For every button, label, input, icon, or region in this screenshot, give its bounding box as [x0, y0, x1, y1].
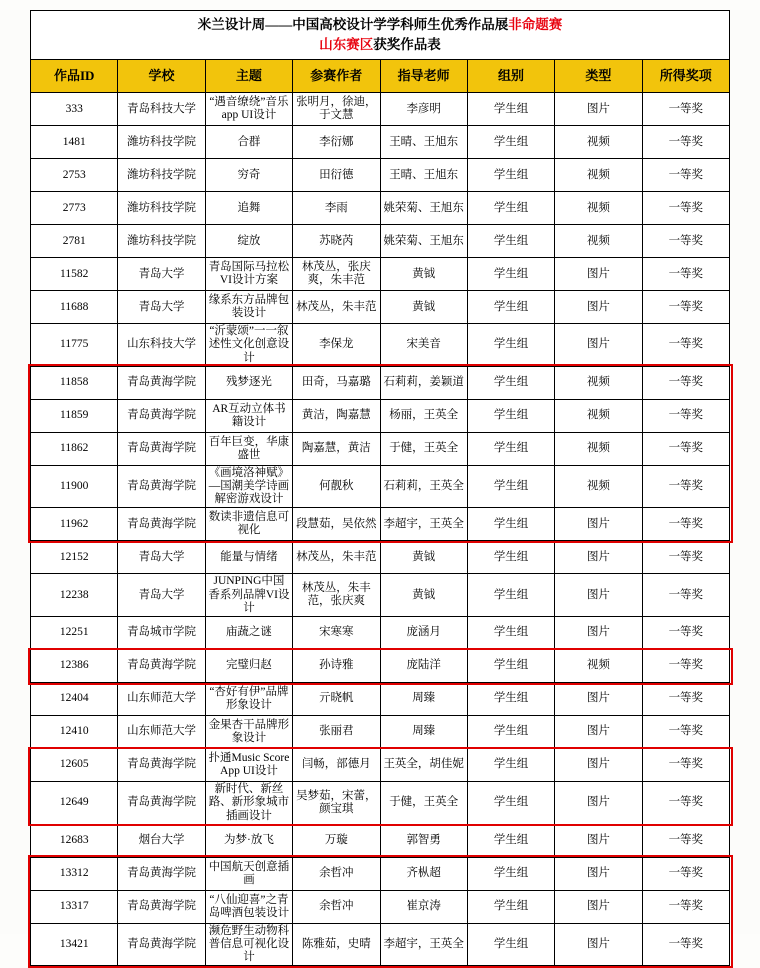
- cell-author: 田奇，马嘉璐: [293, 366, 380, 399]
- cell-teacher: 石莉莉，姜颖道: [380, 366, 467, 399]
- cell-id: 12404: [31, 683, 118, 716]
- cell-type: 图片: [555, 782, 642, 825]
- cell-type: 图片: [555, 857, 642, 890]
- cell-id: 12386: [31, 650, 118, 683]
- cell-teacher: 周臻: [380, 716, 467, 749]
- cell-school: 山东师范大学: [118, 683, 205, 716]
- cell-id: 333: [31, 93, 118, 126]
- cell-topic: 完璧归赵: [205, 650, 292, 683]
- cell-prize: 一等奖: [642, 225, 729, 258]
- cell-school: 青岛黄海学院: [118, 650, 205, 683]
- table-row: [31, 126, 730, 159]
- cell-teacher: 李超宇，王英全: [380, 923, 467, 966]
- table-row: [31, 324, 730, 367]
- column-header-school: 学校: [118, 60, 205, 93]
- cell-topic: 数读非遗信息可视化: [205, 508, 292, 541]
- cell-id: 12238: [31, 574, 118, 617]
- cell-author: 何靓秋: [293, 465, 380, 508]
- cell-teacher: 庞涵月: [380, 617, 467, 650]
- cell-type: 图片: [555, 683, 642, 716]
- cell-id: 11582: [31, 258, 118, 291]
- cell-teacher: 王晴、王旭东: [380, 126, 467, 159]
- cell-teacher: 黄钺: [380, 574, 467, 617]
- table-row: [31, 159, 730, 192]
- table-row: [31, 857, 730, 890]
- cell-prize: 一等奖: [642, 291, 729, 324]
- cell-author: 林茂丛，朱丰范，张庆爽: [293, 574, 380, 617]
- cell-group: 学生组: [467, 432, 554, 465]
- cell-type: 图片: [555, 574, 642, 617]
- cell-teacher: 齐枞超: [380, 857, 467, 890]
- cell-id: 2773: [31, 192, 118, 225]
- title-line2-black: 获奖作品表: [373, 36, 441, 52]
- cell-group: 学生组: [467, 683, 554, 716]
- cell-group: 学生组: [467, 93, 554, 126]
- table-row: [31, 291, 730, 324]
- cell-type: 视频: [555, 399, 642, 432]
- cell-group: 学生组: [467, 541, 554, 574]
- cell-id: 2753: [31, 159, 118, 192]
- cell-group: 学生组: [467, 258, 554, 291]
- cell-topic: “沂蒙颂”一一叙述性文化创意设计: [205, 324, 292, 367]
- cell-school: 青岛城市学院: [118, 617, 205, 650]
- column-header-id: 作品ID: [31, 60, 118, 93]
- cell-teacher: 姚荣菊、王旭东: [380, 225, 467, 258]
- cell-teacher: 王英全，胡佳妮: [380, 749, 467, 782]
- cell-id: 12683: [31, 824, 118, 857]
- cell-topic: 百年巨变，华康盛世: [205, 432, 292, 465]
- cell-topic: 濒危野生动物科普信息可视化设计: [205, 923, 292, 966]
- cell-prize: 一等奖: [642, 159, 729, 192]
- cell-group: 学生组: [467, 716, 554, 749]
- cell-group: 学生组: [467, 574, 554, 617]
- cell-group: 学生组: [467, 399, 554, 432]
- table-title: [31, 11, 730, 60]
- cell-topic: 穷奇: [205, 159, 292, 192]
- title-line2-red: 山东赛区: [319, 36, 374, 52]
- cell-topic: 庙蔬之谜: [205, 617, 292, 650]
- table-row: [31, 782, 730, 825]
- cell-teacher: 于健，王英全: [380, 432, 467, 465]
- cell-topic: 中国航天创意插画: [205, 857, 292, 890]
- table-row: [31, 508, 730, 541]
- table-row: [31, 716, 730, 749]
- table-row: [31, 192, 730, 225]
- cell-prize: 一等奖: [642, 192, 729, 225]
- awards-table: [30, 10, 730, 966]
- cell-author: 吴梦茹，宋蕾，颜宝琪: [293, 782, 380, 825]
- cell-type: 图片: [555, 749, 642, 782]
- cell-author: 张明月，徐迪，于文慧: [293, 93, 380, 126]
- cell-id: 13421: [31, 923, 118, 966]
- cell-id: 12649: [31, 782, 118, 825]
- cell-author: 陈雅茹，史晴: [293, 923, 380, 966]
- cell-prize: 一等奖: [642, 258, 729, 291]
- cell-topic: 合群: [205, 126, 292, 159]
- cell-prize: 一等奖: [642, 923, 729, 966]
- cell-topic: 绽放: [205, 225, 292, 258]
- cell-group: 学生组: [467, 192, 554, 225]
- cell-topic: “杏好有伊”品牌形象设计: [205, 683, 292, 716]
- cell-school: 青岛黄海学院: [118, 399, 205, 432]
- cell-school: 青岛科技大学: [118, 93, 205, 126]
- cell-id: 13312: [31, 857, 118, 890]
- cell-group: 学生组: [467, 324, 554, 367]
- cell-teacher: 黄钺: [380, 291, 467, 324]
- table-row: [31, 617, 730, 650]
- cell-type: 图片: [555, 890, 642, 923]
- cell-teacher: 李彦明: [380, 93, 467, 126]
- cell-type: 视频: [555, 366, 642, 399]
- cell-teacher: 姚荣菊、王旭东: [380, 192, 467, 225]
- cell-type: 图片: [555, 923, 642, 966]
- cell-school: 青岛大学: [118, 291, 205, 324]
- cell-school: 潍坊科技学院: [118, 225, 205, 258]
- cell-id: 12251: [31, 617, 118, 650]
- cell-prize: 一等奖: [642, 890, 729, 923]
- cell-author: 亓晓帆: [293, 683, 380, 716]
- document-page: [0, 10, 760, 964]
- cell-type: 视频: [555, 432, 642, 465]
- cell-topic: 为梦·放飞: [205, 824, 292, 857]
- cell-author: 段慧茹，吴依然: [293, 508, 380, 541]
- cell-author: 田衍德: [293, 159, 380, 192]
- column-header-topic: 主题: [205, 60, 292, 93]
- cell-author: 余哲冲: [293, 857, 380, 890]
- table-row: [31, 432, 730, 465]
- cell-topic: 扑通Music ScoreApp UI设计: [205, 749, 292, 782]
- cell-teacher: 石莉莉，王英全: [380, 465, 467, 508]
- cell-topic: 能量与情绪: [205, 541, 292, 574]
- table-row: [31, 749, 730, 782]
- cell-author: 李保龙: [293, 324, 380, 367]
- cell-group: 学生组: [467, 650, 554, 683]
- cell-school: 烟台大学: [118, 824, 205, 857]
- cell-id: 12152: [31, 541, 118, 574]
- cell-prize: 一等奖: [642, 399, 729, 432]
- cell-author: 万璇: [293, 824, 380, 857]
- table-row: [31, 650, 730, 683]
- cell-id: 12605: [31, 749, 118, 782]
- cell-prize: 一等奖: [642, 749, 729, 782]
- cell-type: 视频: [555, 650, 642, 683]
- cell-prize: 一等奖: [642, 541, 729, 574]
- cell-id: 11858: [31, 366, 118, 399]
- cell-type: 图片: [555, 93, 642, 126]
- cell-school: 山东科技大学: [118, 324, 205, 367]
- cell-id: 2781: [31, 225, 118, 258]
- cell-school: 青岛大学: [118, 258, 205, 291]
- cell-group: 学生组: [467, 366, 554, 399]
- cell-teacher: 杨丽，王英全: [380, 399, 467, 432]
- cell-group: 学生组: [467, 508, 554, 541]
- cell-group: 学生组: [467, 749, 554, 782]
- cell-prize: 一等奖: [642, 574, 729, 617]
- cell-group: 学生组: [467, 857, 554, 890]
- cell-school: 青岛黄海学院: [118, 857, 205, 890]
- cell-prize: 一等奖: [642, 650, 729, 683]
- cell-type: 视频: [555, 225, 642, 258]
- cell-topic: 青岛国际马拉松VI设计方案: [205, 258, 292, 291]
- cell-topic: “遇音缭绕”音乐app UI设计: [205, 93, 292, 126]
- cell-topic: AR互动立体书籍设计: [205, 399, 292, 432]
- column-header-type: 类型: [555, 60, 642, 93]
- column-header-prize: 所得奖项: [642, 60, 729, 93]
- cell-type: 图片: [555, 541, 642, 574]
- cell-author: 宋寒寒: [293, 617, 380, 650]
- cell-group: 学生组: [467, 465, 554, 508]
- table-row: [31, 258, 730, 291]
- cell-id: 11862: [31, 432, 118, 465]
- cell-type: 视频: [555, 465, 642, 508]
- cell-prize: 一等奖: [642, 683, 729, 716]
- cell-group: 学生组: [467, 824, 554, 857]
- cell-type: 视频: [555, 192, 642, 225]
- cell-prize: 一等奖: [642, 617, 729, 650]
- cell-type: 视频: [555, 126, 642, 159]
- table-row: [31, 399, 730, 432]
- cell-group: 学生组: [467, 782, 554, 825]
- cell-group: 学生组: [467, 617, 554, 650]
- cell-teacher: 王晴、王旭东: [380, 159, 467, 192]
- cell-type: 图片: [555, 617, 642, 650]
- cell-teacher: 黄钺: [380, 541, 467, 574]
- cell-topic: “八仙迎喜”之青岛啤酒包装设计: [205, 890, 292, 923]
- cell-type: 图片: [555, 291, 642, 324]
- cell-group: 学生组: [467, 291, 554, 324]
- cell-author: 李雨: [293, 192, 380, 225]
- cell-id: 11962: [31, 508, 118, 541]
- cell-school: 青岛黄海学院: [118, 366, 205, 399]
- cell-id: 11688: [31, 291, 118, 324]
- cell-prize: 一等奖: [642, 324, 729, 367]
- cell-type: 图片: [555, 508, 642, 541]
- cell-group: 学生组: [467, 890, 554, 923]
- cell-author: 苏晓芮: [293, 225, 380, 258]
- table-row: [31, 225, 730, 258]
- table-row: [31, 890, 730, 923]
- table-body: [31, 11, 730, 966]
- cell-id: 13317: [31, 890, 118, 923]
- cell-prize: 一等奖: [642, 465, 729, 508]
- cell-teacher: 黄钺: [380, 258, 467, 291]
- cell-author: 张丽君: [293, 716, 380, 749]
- cell-author: 李衍娜: [293, 126, 380, 159]
- cell-group: 学生组: [467, 225, 554, 258]
- cell-school: 青岛黄海学院: [118, 749, 205, 782]
- cell-teacher: 崔京涛: [380, 890, 467, 923]
- table-row: [31, 683, 730, 716]
- cell-school: 青岛黄海学院: [118, 465, 205, 508]
- cell-group: 学生组: [467, 923, 554, 966]
- cell-prize: 一等奖: [642, 93, 729, 126]
- cell-type: 视频: [555, 159, 642, 192]
- cell-author: 林茂丛，张庆爽，朱丰范: [293, 258, 380, 291]
- cell-id: 11859: [31, 399, 118, 432]
- cell-author: 孙诗雅: [293, 650, 380, 683]
- cell-prize: 一等奖: [642, 126, 729, 159]
- table-row: [31, 824, 730, 857]
- cell-id: 1481: [31, 126, 118, 159]
- cell-author: 闫畅，部德月: [293, 749, 380, 782]
- cell-author: 余哲冲: [293, 890, 380, 923]
- cell-school: 青岛黄海学院: [118, 890, 205, 923]
- cell-id: 12410: [31, 716, 118, 749]
- cell-school: 山东师范大学: [118, 716, 205, 749]
- cell-topic: 缘系东方品牌包装设计: [205, 291, 292, 324]
- cell-school: 潍坊科技学院: [118, 192, 205, 225]
- table-header-row: [31, 60, 730, 93]
- table-row: [31, 465, 730, 508]
- cell-topic: 新时代、新丝路、新形象城市插画设计: [205, 782, 292, 825]
- cell-prize: 一等奖: [642, 782, 729, 825]
- cell-school: 青岛黄海学院: [118, 923, 205, 966]
- cell-prize: 一等奖: [642, 857, 729, 890]
- cell-school: 潍坊科技学院: [118, 126, 205, 159]
- cell-group: 学生组: [467, 126, 554, 159]
- cell-id: 11775: [31, 324, 118, 367]
- cell-school: 青岛黄海学院: [118, 782, 205, 825]
- cell-type: 图片: [555, 824, 642, 857]
- table-title-row: [31, 11, 730, 60]
- column-header-group: 组别: [467, 60, 554, 93]
- cell-type: 图片: [555, 324, 642, 367]
- cell-school: 青岛黄海学院: [118, 432, 205, 465]
- cell-prize: 一等奖: [642, 432, 729, 465]
- title-line1-red: 非命题赛: [508, 17, 563, 32]
- table-row: [31, 93, 730, 126]
- cell-author: 黄洁，陶嘉慧: [293, 399, 380, 432]
- table-row: [31, 366, 730, 399]
- cell-prize: 一等奖: [642, 824, 729, 857]
- cell-author: 林茂丛，朱丰范: [293, 541, 380, 574]
- title-line1-black: 米兰设计周——中国高校设计学学科师生优秀作品展: [197, 17, 509, 32]
- cell-prize: 一等奖: [642, 508, 729, 541]
- cell-school: 青岛大学: [118, 574, 205, 617]
- cell-teacher: 郭智勇: [380, 824, 467, 857]
- cell-school: 潍坊科技学院: [118, 159, 205, 192]
- cell-topic: 追舞: [205, 192, 292, 225]
- cell-school: 青岛大学: [118, 541, 205, 574]
- cell-group: 学生组: [467, 159, 554, 192]
- cell-author: 陶嘉慧，黄洁: [293, 432, 380, 465]
- cell-school: 青岛黄海学院: [118, 508, 205, 541]
- cell-prize: 一等奖: [642, 716, 729, 749]
- cell-topic: 《画境洛神赋》—国潮美学诗画解密游戏设计: [205, 465, 292, 508]
- column-header-teacher: 指导老师: [380, 60, 467, 93]
- table-row: [31, 923, 730, 966]
- cell-id: 11900: [31, 465, 118, 508]
- column-header-author: 参赛作者: [293, 60, 380, 93]
- cell-prize: 一等奖: [642, 366, 729, 399]
- cell-topic: 残梦逐光: [205, 366, 292, 399]
- cell-teacher: 周臻: [380, 683, 467, 716]
- cell-teacher: 于健，王英全: [380, 782, 467, 825]
- cell-author: 林茂丛，朱丰范: [293, 291, 380, 324]
- cell-type: 图片: [555, 716, 642, 749]
- table-row: [31, 574, 730, 617]
- cell-topic: 金果杏干品牌形象设计: [205, 716, 292, 749]
- cell-teacher: 李超宇，王英全: [380, 508, 467, 541]
- table-row: [31, 541, 730, 574]
- cell-teacher: 宋美音: [380, 324, 467, 367]
- cell-teacher: 庞陆洋: [380, 650, 467, 683]
- cell-type: 图片: [555, 258, 642, 291]
- cell-topic: JUNPING中国香系列品牌VI设计: [205, 574, 292, 617]
